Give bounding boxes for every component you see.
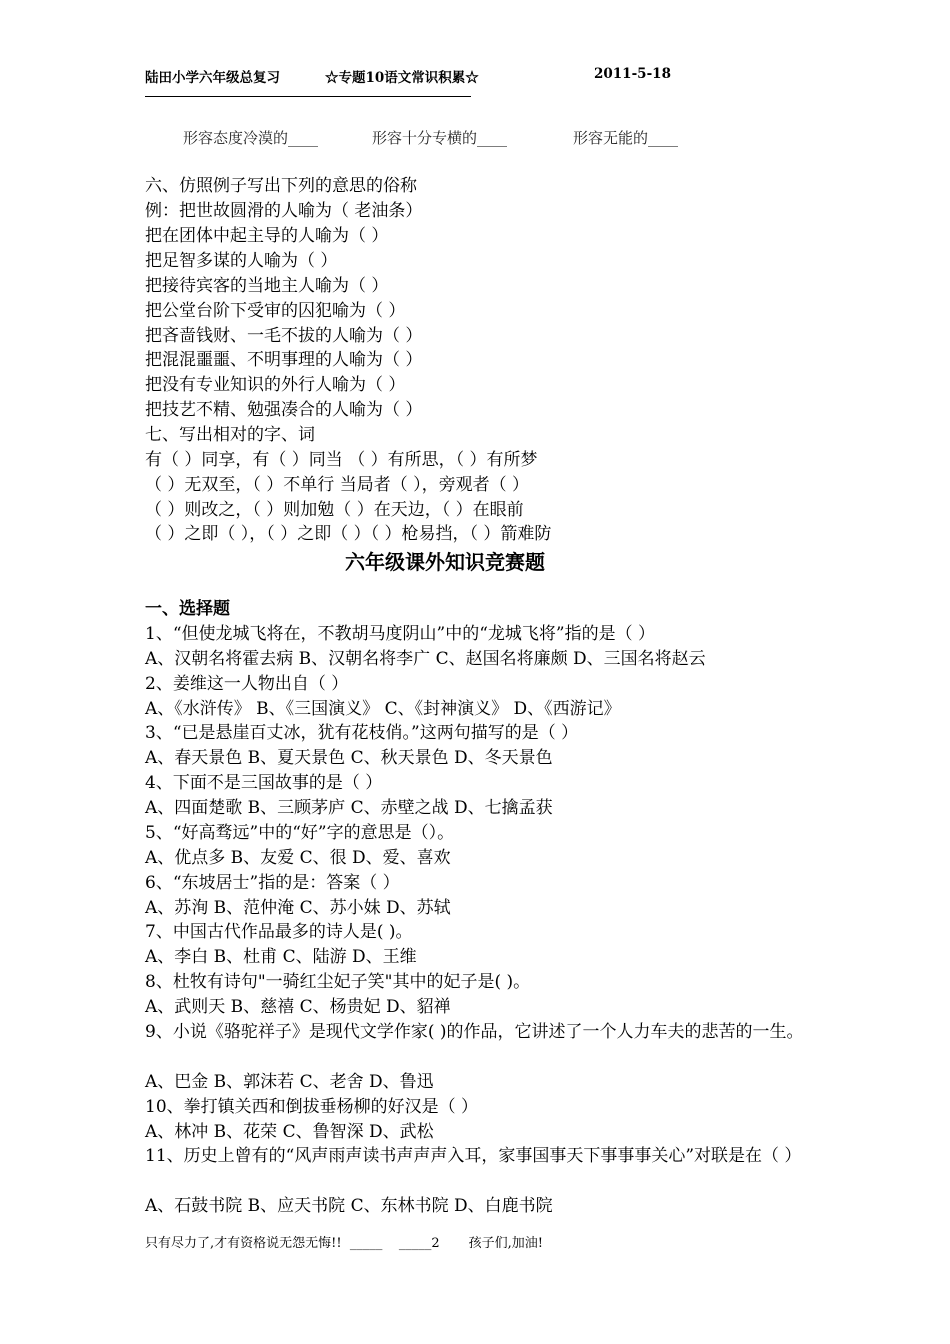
section7-line: （ ）之即（ ），（ ）之即（ ）（ ）枪易挡，（ ）箭难防 xyxy=(145,524,552,544)
header-school: 陆田小学六年级总复习 xyxy=(145,70,280,86)
question-line: 8、杜牧有诗句"一骑红尘妃子笑"其中的妃子是( )。 xyxy=(145,972,531,992)
option-line: A、李白 B、杜甫 C、陆游 D、王维 xyxy=(145,947,417,967)
section6-line: 把技艺不精、勉强凑合的人喻为（ ） xyxy=(145,400,423,420)
section6-line: 把足智多谋的人喻为（ ） xyxy=(145,251,338,271)
question-line: 11、历史上曾有的“风声雨声读书声声声入耳，家事国事天下事事事关心”对联是在（ ） xyxy=(145,1146,802,1166)
section6-line: 把没有专业知识的外行人喻为（ ） xyxy=(145,375,406,395)
section6-line: 把公堂台阶下受审的囚犯喻为（ ） xyxy=(145,301,406,321)
section7-heading: 七、写出相对的字、词 xyxy=(145,425,315,445)
option-line: A、四面楚歌 B、三顾茅庐 C、赤壁之战 D、七擒孟获 xyxy=(145,798,553,818)
question-line: 4、下面不是三国故事的是（ ） xyxy=(145,773,383,793)
option-line: A、春天景色 B、夏天景色 C、秋天景色 D、冬天景色 xyxy=(145,748,553,768)
header-date: 2011-5-18 xyxy=(594,66,671,82)
question-line: 5、“好高骛远”中的“好”字的意思是（）。 xyxy=(145,823,455,843)
question-line: 3、“已是悬崖百丈冰，犹有花枝俏。”这两句描写的是（ ） xyxy=(145,723,579,743)
section7-line: （ ）无双至，（ ）不单行 当局者（ ），旁观者（ ） xyxy=(145,475,530,495)
question-line: 7、中国古代作品最多的诗人是( )。 xyxy=(145,922,413,942)
top-line-item-3: 形容无能的____ xyxy=(573,129,679,147)
question-line: 10、拳打镇关西和倒拔垂杨柳的好汉是（ ） xyxy=(145,1097,479,1117)
option-line: A、苏洵 B、范仲淹 C、苏小妹 D、苏轼 xyxy=(145,898,451,918)
section6-line: 把混混噩噩、不明事理的人喻为（ ） xyxy=(145,350,423,370)
page-footer: 只有尽力了,才有资格说无怨无悔!! _____ _____2 孩子们,加油! xyxy=(145,1236,543,1251)
header-rule xyxy=(145,96,471,97)
section7-line: 有（ ）同享，有（ ）同当 （ ）有所思，（ ）有所梦 xyxy=(145,450,538,470)
section6-line: 例：把世故圆滑的人喻为（ 老油条） xyxy=(145,201,423,221)
section7-line: （ ）则改之，（ ）则加勉（ ）在天边，（ ）在眼前 xyxy=(145,500,524,520)
top-line-item-2: 形容十分专横的____ xyxy=(372,129,508,147)
question-line: 1、“但使龙城飞将在，不教胡马度阴山”中的“龙城飞将”指的是（ ） xyxy=(145,624,655,644)
question-line: 2、姜维这一人物出自（ ） xyxy=(145,674,349,694)
option-line: A、汉朝名将霍去病 B、汉朝名将李广 C、赵国名将廉颇 D、三国名将赵云 xyxy=(145,649,706,669)
contest-title: 六年级课外知识竞赛题 xyxy=(345,550,545,574)
option-line: A、优点多 B、友爱 C、很 D、爱、喜欢 xyxy=(145,848,451,868)
header-topic: ☆专题10语文常识积累☆ xyxy=(325,70,479,86)
question-line: 6、“东坡居士”指的是：答案（ ） xyxy=(145,873,400,893)
section-heading: 一、选择题 xyxy=(145,599,230,619)
section6-line: 把接待宾客的当地主人喻为（ ） xyxy=(145,276,389,296)
option-line: A、石鼓书院 B、应天书院 C、东林书院 D、白鹿书院 xyxy=(145,1196,553,1216)
option-line: A、武则天 B、慈禧 C、杨贵妃 D、貂禅 xyxy=(145,997,451,1017)
option-line: A、巴金 B、郭沫若 C、老舍 D、鲁迅 xyxy=(145,1072,434,1092)
section6-line: 把在团体中起主导的人喻为（ ） xyxy=(145,226,389,246)
section6-line: 把吝啬钱财、一毛不拔的人喻为（ ） xyxy=(145,326,423,346)
section6-heading: 六、仿照例子写出下列的意思的俗称 xyxy=(145,176,417,196)
question-line: 9、小说《骆驼祥子》是现代文学作家( )的作品，它讲述了一个人力车夫的悲苦的一生。 xyxy=(145,1022,804,1042)
option-line: A、林冲 B、花荣 C、鲁智深 D、武松 xyxy=(145,1122,434,1142)
top-line-item-1: 形容态度冷漠的____ xyxy=(183,129,319,147)
option-line: A、《水浒传》 B、《三国演义》 C、《封神演义》 D、《西游记》 xyxy=(145,699,621,719)
